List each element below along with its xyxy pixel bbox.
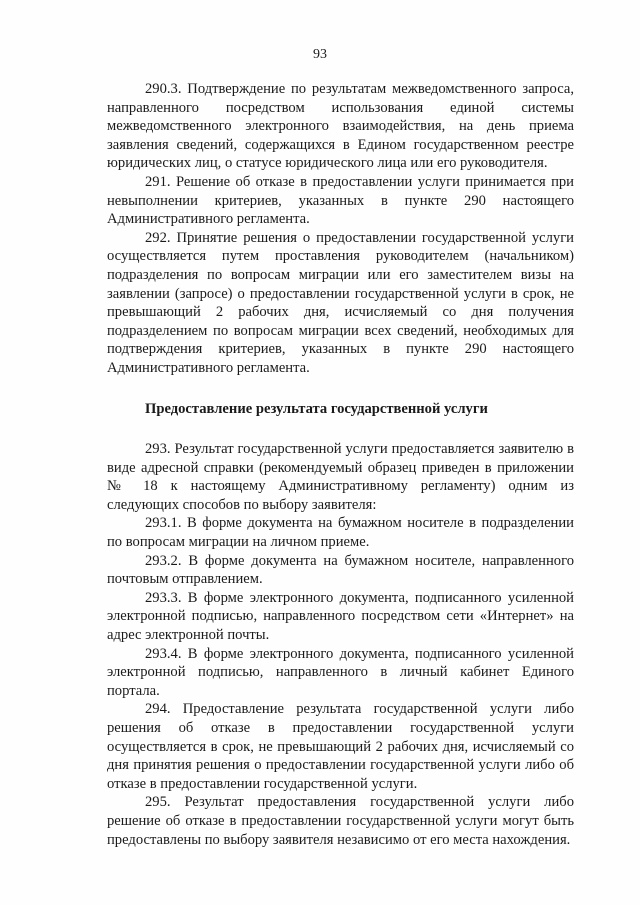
- paragraph-290-3: 290.3. Подтверждение по результатам межведомственного запроса, направленного посредством использования единой системы межведомственного электронного взаимодействия, на день приема заявления сведений, содержащихся в Едином государственном реестре юридических лиц, о статусе юридического лица или его руководителя.: [107, 81, 574, 172]
- paragraph-293-2: 293.2. В форме документа на бумажном носителе, направленного почтовым отправлением.: [107, 552, 574, 588]
- paragraph-293-3: 293.3. В форме электронного документа, подписанного усиленной электронной подписью, направленного посредством сети «Интернет» на адрес электронной почты.: [107, 589, 574, 644]
- section-heading: Предоставление результата государственной услуги: [145, 400, 488, 417]
- paragraph-292: 292. Принятие решения о предоставлении государственной услуги осуществляется путем проставления руководителем (начальником) подразделения по вопросам миграции или его заместителем визы на заявлении (запросе) о предоставлении государственной услуги в срок, не превышающий 2 рабочих дня, исчисляемый со дня получения подразделением по вопросам миграции всех сведений, необходимых для подтверждения критериев, указанных в пункте 290 настоящего Административного регламента.: [107, 229, 574, 376]
- paragraph-293-1: 293.1. В форме документа на бумажном носителе в подразделении по вопросам миграции на личном приеме.: [107, 515, 574, 551]
- page-number: 93: [313, 47, 327, 62]
- paragraph-291: 291. Решение об отказе в предоставлении услуги принимается при невыполнении критериев, указанных в пункте 290 настоящего Административного регламента.: [107, 173, 574, 228]
- paragraph-293: 293. Результат государственной услуги предоставляется заявителю в виде адресной справки (рекомендуемый образец приведен в приложении № 18 к настоящему Административному регламенту) одним из следующих способов по выбору заявителя:: [107, 441, 574, 513]
- paragraph-295: 295. Результат предоставления государственной услуги либо решение об отказе в предоставлении государственной услуги могут быть предоставлены по выбору заявителя независимо от его места нахождения.: [107, 794, 574, 848]
- paragraph-294: 294. Предоставление результата государственной услуги либо решения об отказе в предоставлении государственной услуги осуществляется в срок, не превышающий 2 рабочих дня, исчисляемый со дня принятия решения о предоставлении государственной услуги либо об отказе в предоставлении государственной услуги.: [107, 701, 574, 792]
- page-body: [107, 80, 574, 849]
- paragraph-293-4: 293.4. В форме электронного документа, подписанного усиленной электронной подписью, направленного в личный кабинет Единого портала.: [107, 645, 574, 699]
